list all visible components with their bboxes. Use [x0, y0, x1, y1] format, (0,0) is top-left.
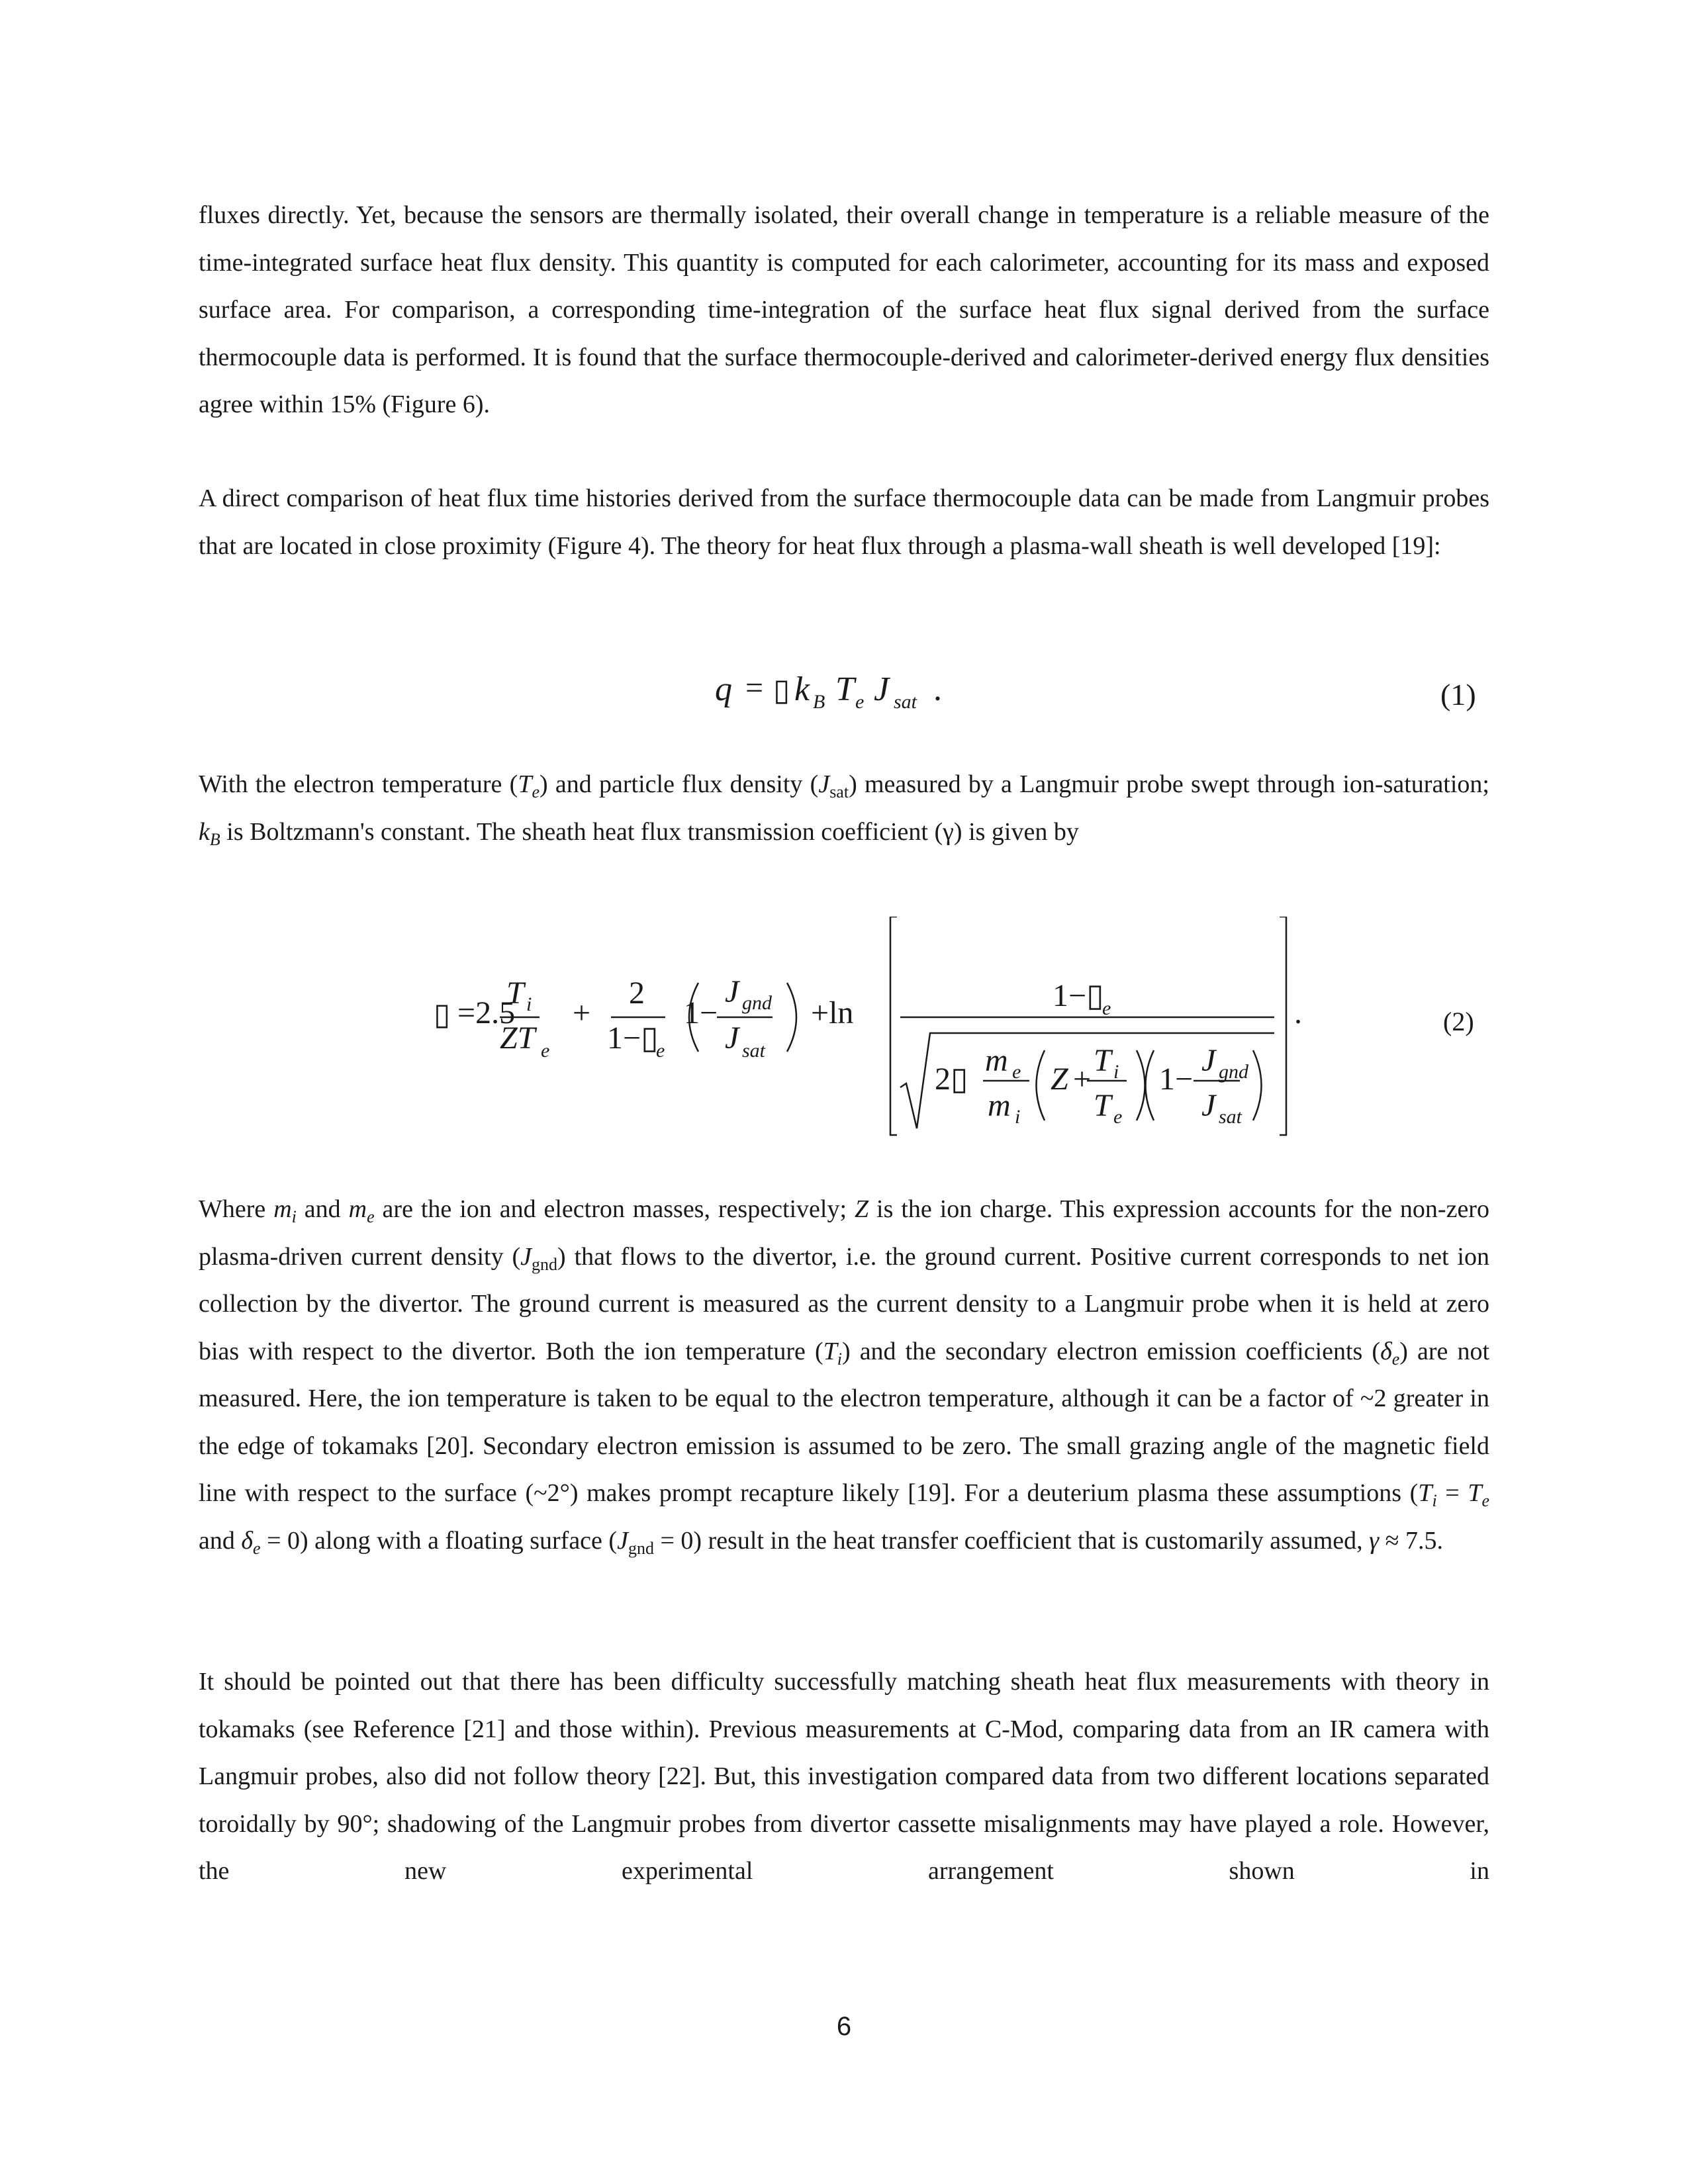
paragraph-1-text: fluxes directly. Yet, because the sensors are thermally isolated, their overall change in temperature is a reliable measure of the time-integrated surface heat flux density. This quantity is computed for each calorimeter, accounting for its mass and exposed surface area. For comparison, a corresponding time-integration of the surface heat flux signal derived from the surface thermocouple data is performed. It is found that the surface thermocouple-derived and calorimeter-derived energy flux densities agree within 15% (Figure 6). [199, 201, 1489, 418]
equation-1: q = ▯ k B T e J sat . [715, 670, 942, 713]
paragraph-2-text: A direct comparison of heat flux time histories derived from the surface thermocouple data can be made from Langmuir probes that are located in close proximity (Figure 4). The theory for heat flux through a plasma-wall sheath is well developed [19]: [199, 484, 1489, 560]
paragraph-3 [199, 761, 1489, 856]
paragraph-4-text: Where $m_i$ and $m_e$ are the ion and electron masses, respectively; Z is the ion charge. This expression accounts for the non-zero plasma-driven current density $(J_{gnd})$ that flows to the divertor, i.e. the ground current. Positive current corresponds to net ion collection by the divertor. The ground current is measured as the current density to a Langmuir probe when it is held at zero bias with respect to the divertor. Both the ion temperature $(T_i)$ and the secondary electron emission coefficients $(\delta_e)$ are not measured. Here, the ion temperature is taken to be equal to the electron temperature, although it can be a factor of ~2 greater in the edge of tokamaks [20]. Secondary electron emission is assumed to be zero. The small grazing angle of the magnetic field line with respect to the surface (~2°) makes prompt recapture likely [19]. For a deuterium plasma these assumptions ($T_i = T_e$ and $\delta_e = 0$) along with a floating surface $(J_{gnd} = 0)$ result in the heat transfer coefficient that is customarily assumed, γ ≈ 7.5. [199, 1195, 1490, 1558]
equation-1-number: (1) [1440, 678, 1476, 711]
paragraph-1 [199, 192, 1489, 429]
page-number: 6 [836, 2012, 852, 2041]
paragraph-3-text: With the electron temperature $(T_e)$ and particle flux density $(J_{sat})$ measured by a Langmuir probe swept through ion-saturation; $k_B$ is Boltzmann's constant. The sheath heat flux transmission coefficient (γ) is given by [199, 770, 1489, 849]
equation-2-rules [434, 917, 1324, 1142]
equation-2: ▯ =2.5 T i ZT e + 2 1−▯ e 1− J gnd J sat +ln 1−▯ e 2▯ m e m i Z + T i T e 1− J gnd J sat . [434, 917, 1324, 1142]
paragraph-2 [199, 475, 1489, 570]
paragraph-4 [199, 1186, 1489, 1565]
equation-2-number: (2) [1443, 1007, 1474, 1036]
paragraph-5 [199, 1659, 1489, 1895]
paragraph-5-text: It should be pointed out that there has been difficulty successfully matching sheath heat flux measurements with theory in tokamaks (see Reference [21] and those within). Previous measurements at C-Mod, comparing data from an IR camera with Langmuir probes, also did not follow theory [22]. But, this investigation compared data from two different locations separated toroidally by 90°; shadowing of the Langmuir probes from divertor cassette misalignments may have played a role. However, the new experimental arrangement shown in [199, 1668, 1489, 1885]
